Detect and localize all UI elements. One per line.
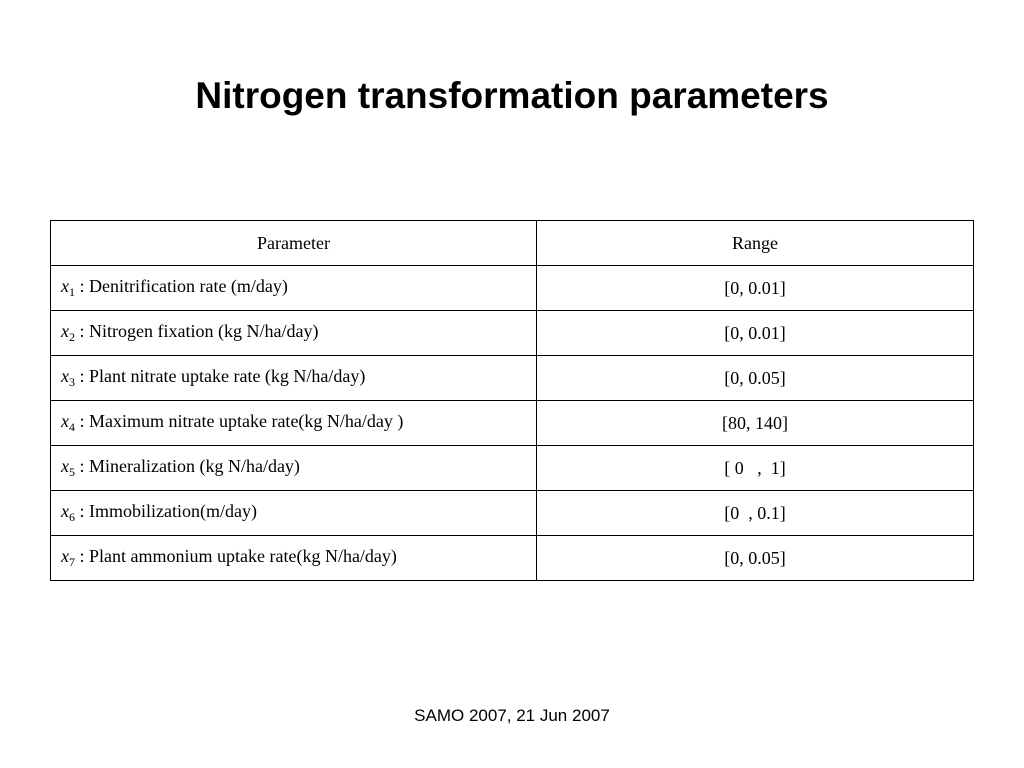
- variable-subscript: 7: [69, 555, 75, 569]
- parameter-cell: [51, 446, 537, 491]
- parameter-cell: [51, 536, 537, 581]
- table-row: [51, 356, 974, 401]
- range-value: [0, 0.05]: [724, 547, 786, 568]
- variable-subscript: 4: [69, 420, 75, 434]
- range-cell: [537, 401, 974, 446]
- parameter-description: : Immobilization(m/day): [75, 501, 257, 521]
- variable-subscript: 1: [69, 285, 75, 299]
- table-header-row: [51, 221, 974, 266]
- parameter-cell: [51, 401, 537, 446]
- table-row: [51, 311, 974, 356]
- parameter-description: : Nitrogen fixation (kg N/ha/day): [75, 321, 319, 341]
- range-value: [0, 0.01]: [724, 322, 786, 343]
- variable-subscript: 6: [69, 510, 75, 524]
- header-parameter: Parameter: [51, 221, 537, 266]
- parameter-description: : Plant nitrate uptake rate (kg N/ha/day): [75, 366, 366, 386]
- parameter-cell: [51, 311, 537, 356]
- parameter-description: : Plant ammonium uptake rate(kg N/ha/day): [75, 546, 397, 566]
- range-cell: [537, 311, 974, 356]
- variable-subscript: 2: [69, 330, 75, 344]
- variable-symbol: x: [61, 366, 69, 386]
- table-row: [51, 446, 974, 491]
- slide-title: Nitrogen transformation parameters: [195, 75, 829, 116]
- table-row: [51, 536, 974, 581]
- range-value: [0, 0.01]: [724, 277, 786, 298]
- variable-symbol: x: [61, 546, 69, 566]
- parameter-description: : Mineralization (kg N/ha/day): [75, 456, 300, 476]
- range-value: [0 , 0.1]: [724, 502, 786, 523]
- table-row: [51, 401, 974, 446]
- range-cell: [537, 356, 974, 401]
- table-row: [51, 491, 974, 536]
- variable-symbol: x: [61, 276, 69, 296]
- slide-footer: SAMO 2007, 21 Jun 2007: [414, 706, 610, 725]
- range-value: [80, 140]: [722, 412, 788, 433]
- range-cell: [537, 446, 974, 491]
- variable-symbol: x: [61, 501, 69, 521]
- parameter-description: : Denitrification rate (m/day): [75, 276, 288, 296]
- range-cell: [537, 266, 974, 311]
- variable-subscript: 5: [69, 465, 75, 479]
- range-value: [ 0 , 1]: [724, 457, 786, 478]
- parameter-cell: [51, 356, 537, 401]
- parameter-cell: [51, 266, 537, 311]
- table-row: [51, 266, 974, 311]
- range-cell: [537, 491, 974, 536]
- range-value: [0, 0.05]: [724, 367, 786, 388]
- variable-symbol: x: [61, 456, 69, 476]
- variable-symbol: x: [61, 411, 69, 431]
- parameter-description: : Maximum nitrate uptake rate(kg N/ha/day ): [75, 411, 404, 431]
- range-cell: [537, 536, 974, 581]
- parameters-table: [50, 220, 974, 581]
- parameter-cell: [51, 491, 537, 536]
- header-range: Range: [537, 221, 974, 266]
- variable-subscript: 3: [69, 375, 75, 389]
- variable-symbol: x: [61, 321, 69, 341]
